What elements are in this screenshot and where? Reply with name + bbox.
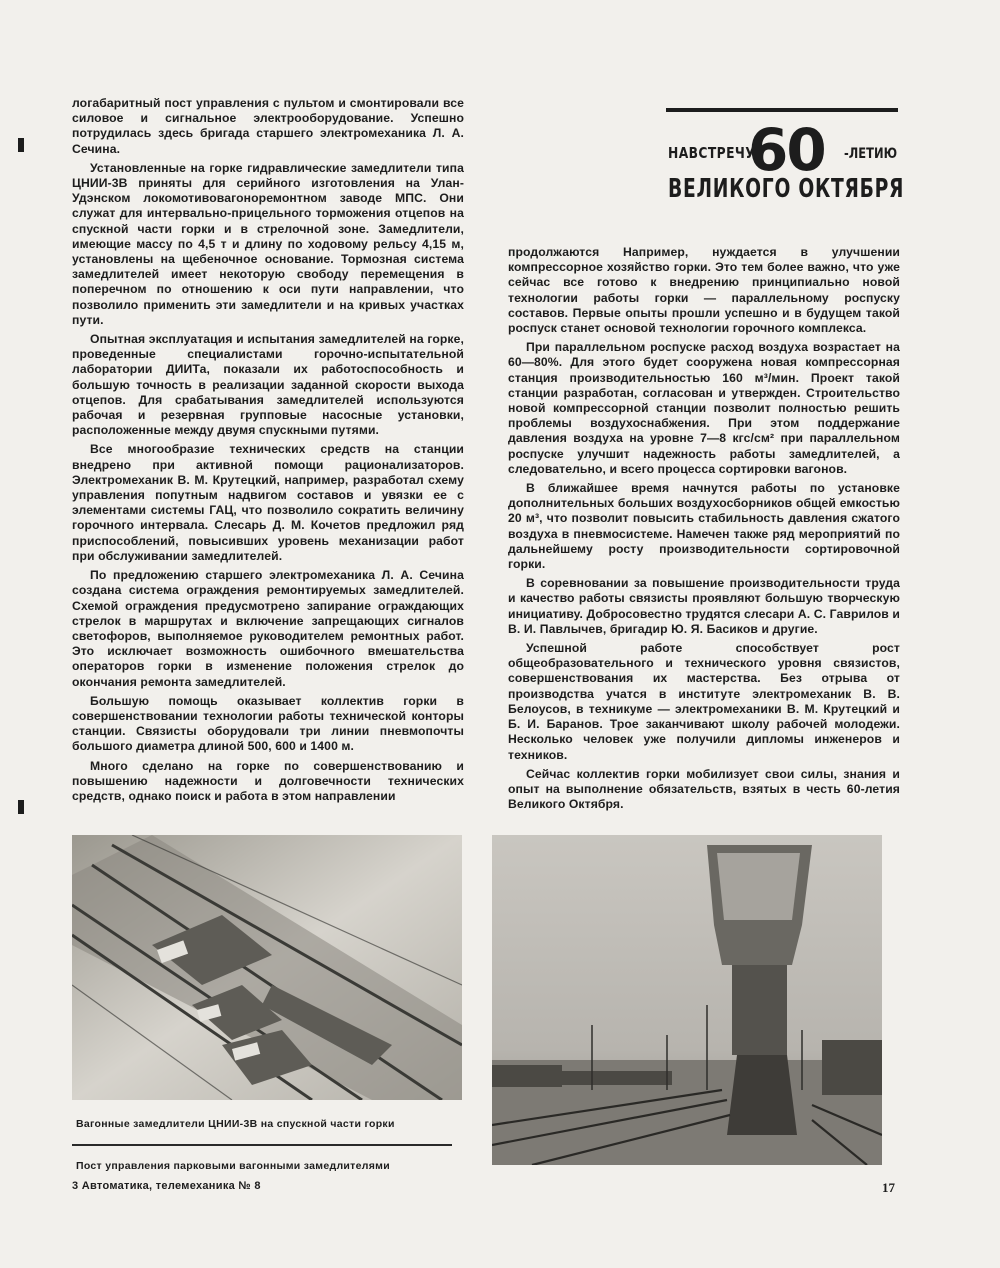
paragraph: Большую помощь оказывает коллектив горки в совершенствовании технологии работы технической конторы станции. Связисты оборудовали три линии пневмопочты большого диаметра длиной 500, 600 и 1400 м. xyxy=(72,693,464,754)
retarders-photo xyxy=(72,835,462,1100)
paragraph: При параллельном роспуске расход воздуха возрастает на 60—80%. Для этого будет сооружена новая компрессорная станция производительностью 160 м³/мин. Проект такой станции разработан, согласован и утвержден. Строительство новой компрессорной станции позволит полностью решить проблемы воздухоснабжения. При этом поддержание давления воздуха на уровне 7—8 кгс/см² при параллельном роспуске улучшит надежность работы замедлителей, а следовательно, и всего процесса сортировки вагонов. xyxy=(508,340,900,476)
banner-number: 60 xyxy=(748,116,825,184)
paragraph: логабаритный пост управления с пультом и смонтировали все силовое и сигнальное электрооборудование. Успешно потрудилась здесь бригада старшего электромеханика Л. А. Сечина. xyxy=(72,96,464,156)
paragraph: Сейчас коллектив горки мобилизует свои силы, знания и опыт на выполнение обязательств, взятых в честь 60-летия Великого Октября. xyxy=(508,766,900,812)
caption-divider xyxy=(72,1144,452,1146)
retarders-illustration xyxy=(72,835,462,1100)
control-post-illustration xyxy=(492,835,882,1165)
right-text-column xyxy=(508,245,900,816)
right-photo-caption: Пост управления парковыми вагонными замедлителями xyxy=(76,1160,390,1172)
margin-mark xyxy=(18,138,24,152)
left-text-column xyxy=(72,96,464,808)
paragraph: продолжаются Например, нуждается в улучшении компрессорное хозяйство горки. Это тем более важно, что уже сейчас все готово к внедрению принципиально новой технологии работы горки — параллельному роспуску составов. Первые опыты прошли успешно и в будущем такой роспуск станет основой технологии горочного комплекса. xyxy=(508,245,900,336)
control-post-photo xyxy=(492,835,882,1165)
paragraph: Опытная эксплуатация и испытания замедлителей на горке, проведенные специалистами горочно-испытательной лаборатории ДИИТа, показали их работоспособность и большую точность в реализации заданной скорости выхода отцепов. Для срабатывания замедлителей используются рабочая и резервная групповые насосные установки, расположенные между двумя спускными путями. xyxy=(72,332,464,438)
banner-suffix: -ЛЕТИЮ xyxy=(844,146,898,162)
paragraph: В ближайшее время начнутся работы по установке дополнительных больших воздухосборников общей емкостью 20 м³, что позволит повысить стабильность давления сжатого воздуха в пневмосистеме. Намечен также ряд мероприятий по дальнейшему росту производительности сортировочной горки. xyxy=(508,481,900,572)
paragraph: В соревновании за повышение производительности труда и качество работы связисты проявляют большую творческую инициативу. Добросовестно трудятся слесари А. С. Гаврилов и В. И. Павлычев, бригадир Ю. Я. Басиков и другие. xyxy=(508,576,900,636)
left-photo-caption: Вагонные замедлители ЦНИИ-3В на спускной части горки xyxy=(76,1118,395,1130)
paragraph: Установленные на горке гидравлические замедлители типа ЦНИИ-3В приняты для серийного изготовления на Улан-Удэнском локомотивовагоноремонтном заводе МПС. Они служат для интервально-прицельного торможения отцепов на спускной части горки и в стрелочной зоне. Замедлители, имеющие массу по 4,5 т и длину по ходовому рельсу 4,15 м, установлены на щебеночное основание. Тормозная система замедлителей имеет некоторую свободу перемещения в поперечном по отношению к оси пути направлении, что позволило применить эти замедлители и на кривых участках пути. xyxy=(72,160,464,327)
banner-rule xyxy=(666,108,898,112)
page-number: 17 xyxy=(882,1180,895,1195)
paragraph: Успешной работе способствует рост общеобразовательного и технического уровня связистов, совершенствования их мастерства. Без отрыва от производства учатся в институте электромеханик В. В. Белоусов, в техникуме — электромеханики В. М. Крутецкий и Б. И. Баранов. Трое заканчивают школу рабочей молодежи. Несколько человек уже получили дипломы инженеров и техников. xyxy=(508,641,900,762)
banner-toward: НАВСТРЕЧУ xyxy=(668,144,756,162)
paragraph: По предложению старшего электромеханика Л. А. Сечина создана система ограждения ремонтируемых замедлителей. Схемой ограждения предусмотрено запирание ограждающих стрелок в маршрутах и включение запрещающих сигналов светофоров, выполняемое руководителем ремонтных работ. Это исключает возможность ошибочного вмешательства операторов горки в изменение положения стрелок до окончания ремонта замедлителей. xyxy=(72,568,464,689)
paragraph: Все многообразие технических средств на станции внедрено при активной помощи рационализаторов. Электромеханик В. М. Крутецкий, например, разработал схему управления попутным надвигом составов и увязки ее с элементами системы ГАЦ, что позволило сократить величину горочного интервала. Слесарь Д. М. Кочетов предложил ряд приспособлений, повысивших уровень механизации работ при обслуживании замедлителей. xyxy=(72,442,464,563)
journal-footer: 3 Автоматика, телемеханика № 8 xyxy=(72,1180,261,1192)
margin-mark xyxy=(18,800,24,814)
anniversary-banner xyxy=(666,108,905,208)
paragraph: Много сделано на горке по совершенствованию и повышению надежности и долговечности технических средств, однако поиск и работа в этом направлении xyxy=(72,758,464,803)
banner-october: ВЕЛИКОГО ОКТЯБРЯ xyxy=(668,174,905,204)
